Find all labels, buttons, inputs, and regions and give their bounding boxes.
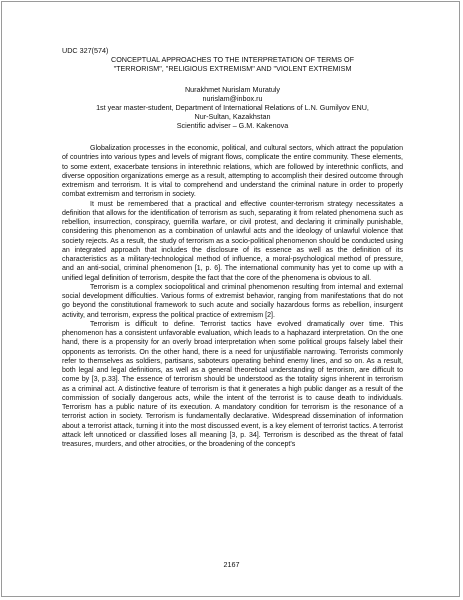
article-body [62,144,403,449]
author-email[interactable]: nurislam@inbox.ru [202,94,263,103]
page-number: 2167 [223,560,240,569]
paragraph-3: Terrorism is a complex sociopolitical and criminal phenomenon resulting from internal and external social development difficulties. Various forms of extremist behavior, ranging from manifestations that do not go beyond the constitutional framework to such acute and socially hazardous forms as rebellion, insurgent activity, and terrorism, express the political practice of extremism [2]. [62,283,403,319]
author-name: Nurakhmet Nurislam Muratuly [184,85,281,94]
author-city: Nur-Sultan, Kazakhstan [194,112,271,121]
paragraph-4: Terrorism is difficult to define. Terrorist tactics have evolved dramatically over time. This phenomenon has a consistent unfavorable evaluation, which leads to a haphazard interpretation. On the one hand, there is a propensity for an overly broad interpretation when some political groups falsely label their opponents as terrorists. On the other hand, there is a need for unjustifiable narrowing. Terrorists commonly refer to themselves as soldiers, partisans, saboteurs operating behind enemy lines, and so on. As a result, both legal and legal definitions, as well as a general theoretical understanding of terrorism, are difficult to come by [3, p.33]. The essence of terrorism should be understood as the totality signs inherent in terrorism as a criminal act. A distinctive feature of terrorism is that it generates a high public danger as a result of the commission of socially dangerous acts, while the intent of the terrorist is to cause death to individuals. Terrorism has a public nature of its execution. A mandatory condition for terrorism is the resonance of a terrorist action in society. Terrorism is fundamentally declarative. Widespread dissemination of information about a terrorist attack, turning it into the most discussed event, is a key element of terrorist tactics. A terrorist attack left unnoticed or classified loses all meaning [3, p. 34]. Terrorism is described as the threat of fatal treasures, murders, and other atrocities, or the broadening of the concept's [62,320,403,448]
title-line-2: "TERRORISM", "RELIGIOUS EXTREMISM" AND "VIOLENT EXTREMISM [113,64,352,73]
title-line-1: CONCEPTUAL APPROACHES TO THE INTERPRETATION OF TERMS OF [111,55,354,64]
author-affiliation: 1st year master-student, Department of International Relations of L.N. Gumilyov ENU, [96,103,369,112]
paragraph-2: It must be remembered that a practical and effective counter-terrorism strategy necessitates a definition that allows for the identification of terrorism as such, separating it from related phenomena such as rebellion, insurrection, conspiracy, guerrilla warfare, or civil protest, and declaring it criminally punishable, considering this phenomenon as a combination of unlawful acts and the ideology of unlawful violence that society rejects. As a result, the study of terrorism as a socio-political phenomenon should be conducted using an integrated approach that includes the disclosure of its essence as well as the definition of its characteristics as a military-technological method of influence, a moral-psychological method of pressure, and an anti-social, criminal phenomenon [1, p. 6]. The international community has yet to come up with a unified legal definition of terrorism, despite the fact that the core of the phenomena is obvious to all. [62,200,403,282]
author-block [62,85,403,130]
paragraph-1: Globalization processes in the economic, political, and cultural sectors, which attract the population of countries into various types and levels of migrant flows, complicate the entire community. These elements, to some extent, exacerbate tensions in interethnic relations, which are followed by interethnic conflicts, and diverse opposition organizations emerge as a result, attempting to accomplish their desired outcome through extremism and terrorism. It is vital to comprehend and understand the criminal nature in order to properly combat extremism and terrorism in society. [62,145,403,199]
document-page [62,46,403,449]
udc-code: UDC 327(574) [62,46,109,55]
scientific-adviser: Scientific adviser – G.M. Kakenova [176,121,289,130]
